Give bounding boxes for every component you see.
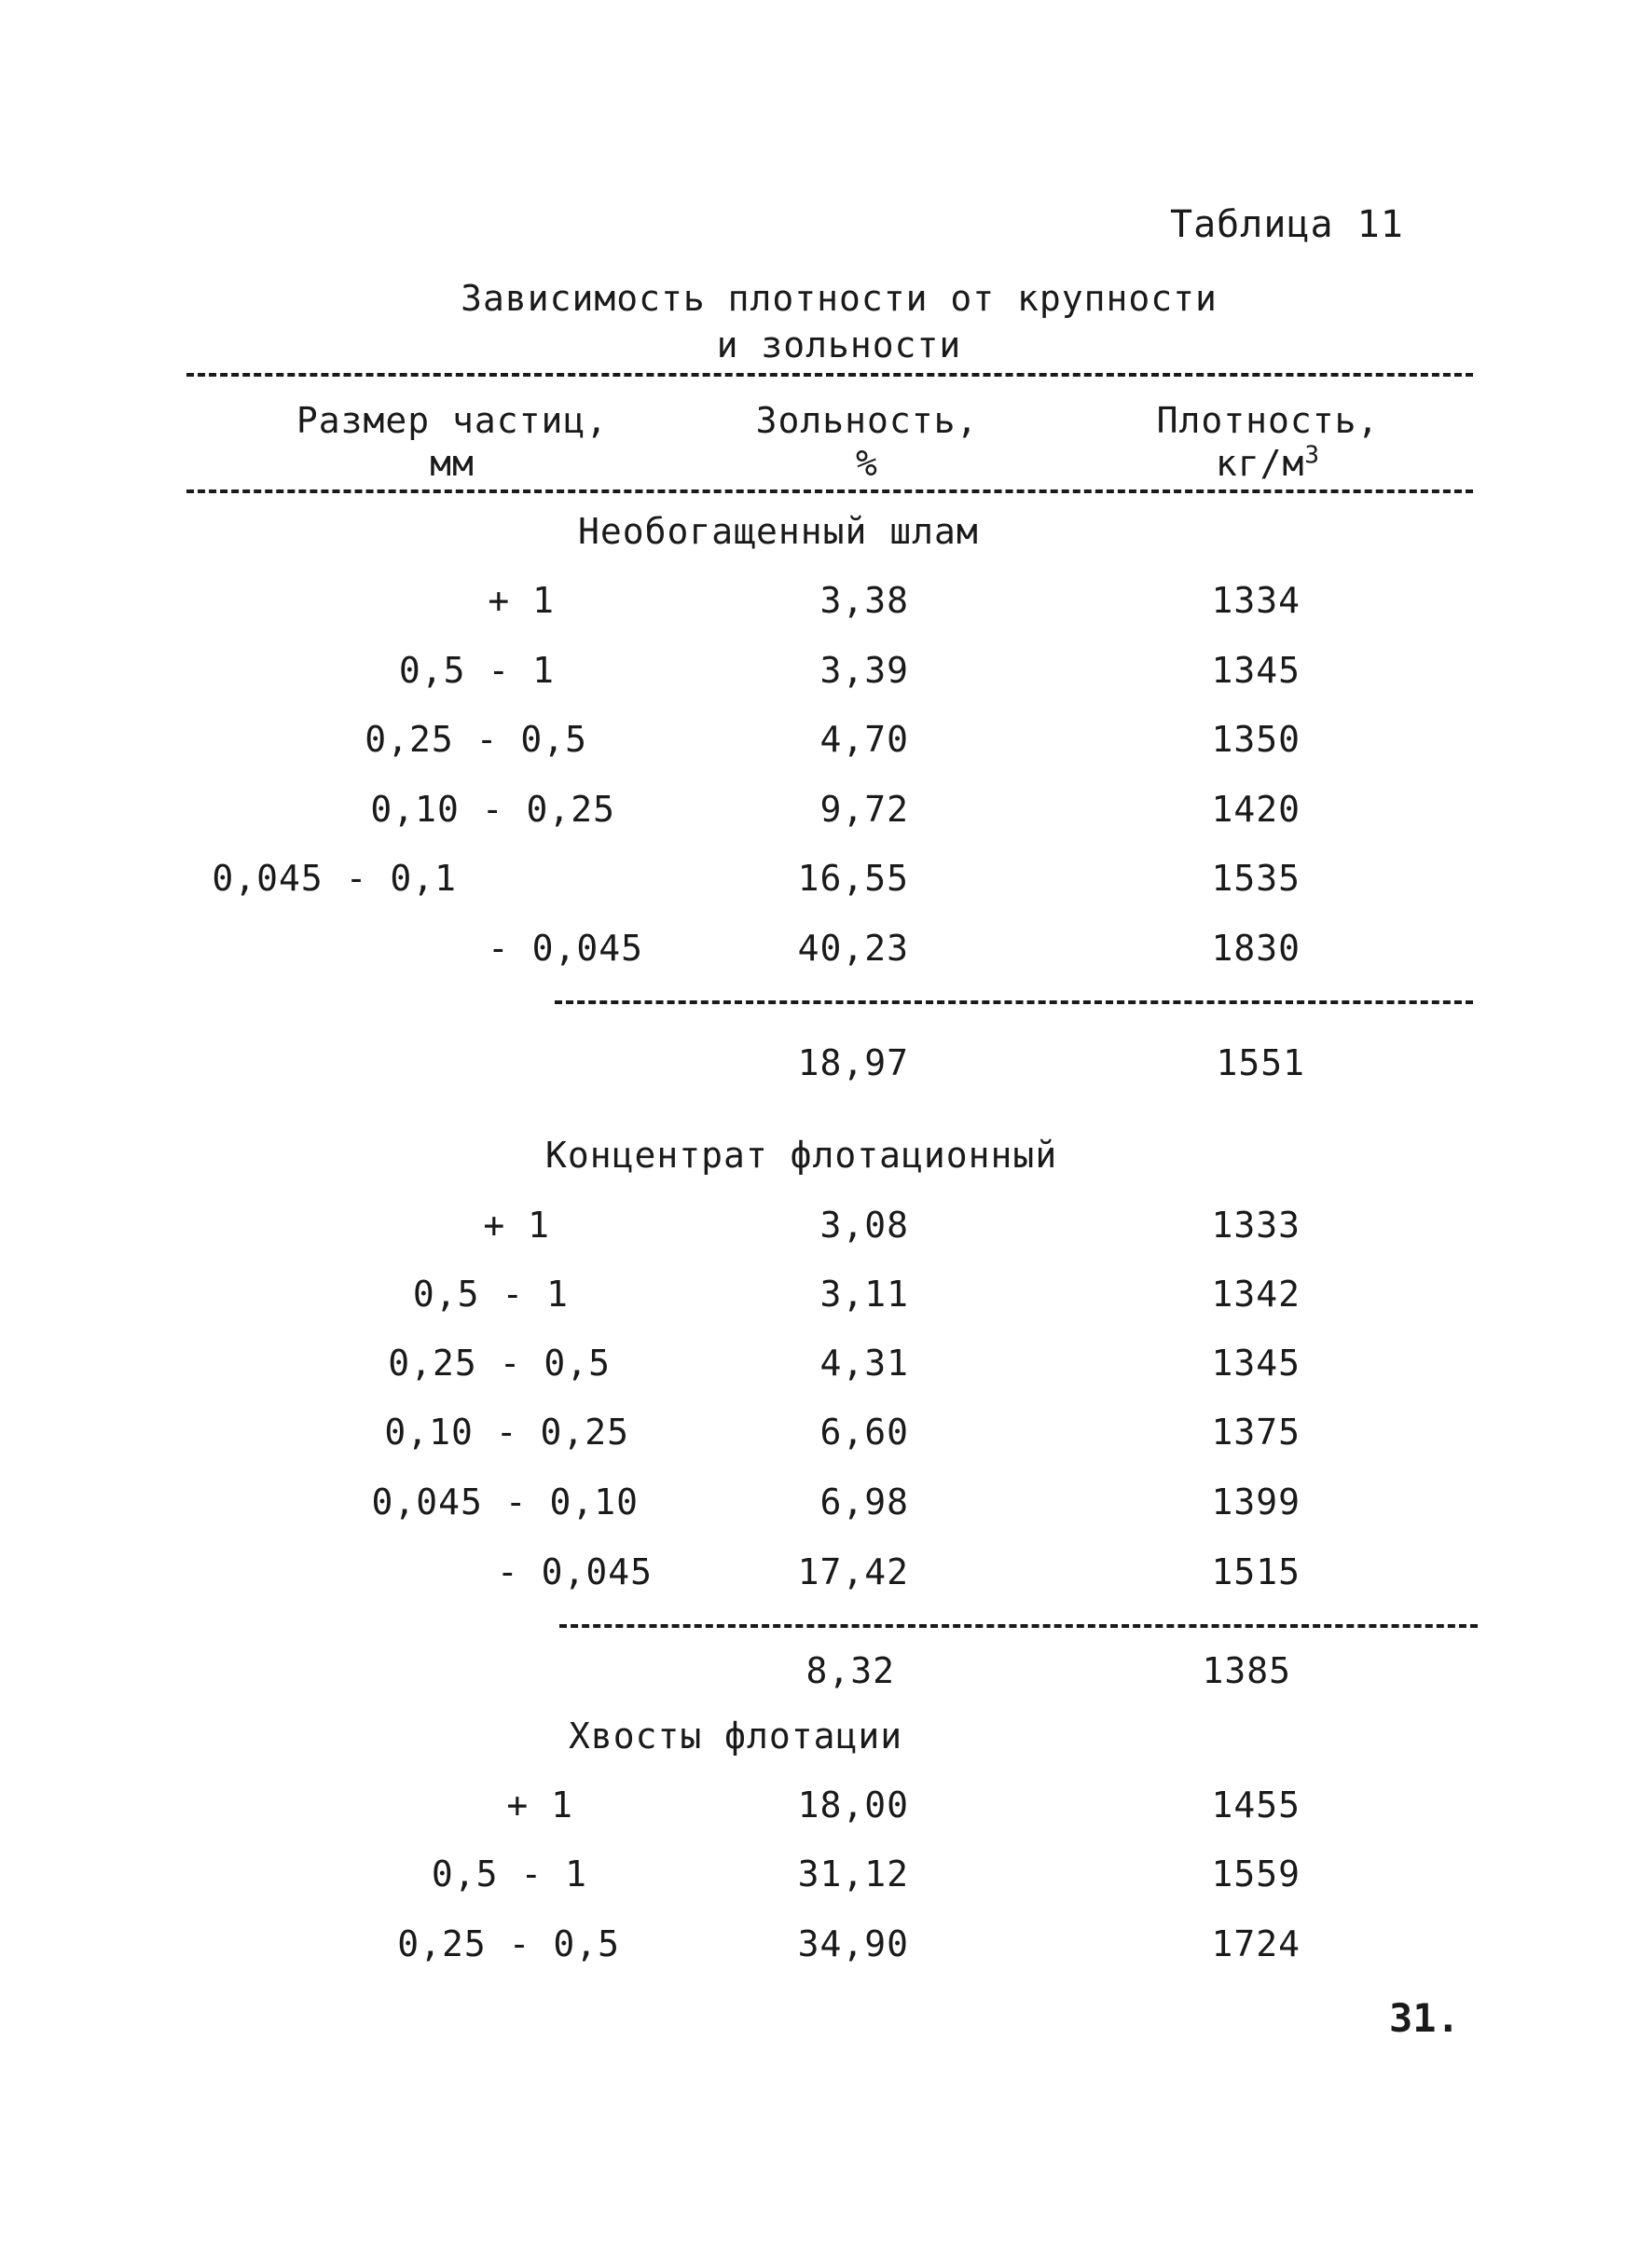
particle-size-cell: + 1 — [506, 1784, 573, 1826]
subtotal-rule — [559, 1624, 1478, 1628]
header-size-label: Размер частиц, — [296, 400, 609, 441]
header-size — [266, 399, 639, 485]
particle-size-cell: 0,5 - 1 — [412, 1274, 569, 1315]
ash-content-cell: 6,98 — [819, 1481, 909, 1523]
ash-content-cell: 4,31 — [819, 1343, 909, 1384]
density-cell: 1350 — [1211, 719, 1301, 760]
superscript-3: 3 — [1304, 441, 1321, 470]
ash-content-cell: 31,12 — [797, 1853, 909, 1895]
header-ash — [755, 399, 979, 485]
particle-size-cell: 0,10 - 0,25 — [384, 1412, 629, 1453]
density-cell: 1455 — [1211, 1784, 1301, 1826]
ash-content-cell: 18,00 — [797, 1784, 909, 1826]
ash-content-cell: 17,42 — [797, 1551, 909, 1592]
section-heading: Хвосты флотации — [569, 1716, 903, 1757]
page-number: 31. — [1389, 1995, 1460, 2041]
header-top-rule — [186, 373, 1473, 377]
header-ash-unit: % — [856, 443, 878, 484]
ash-content-cell: 3,38 — [819, 580, 909, 621]
ash-content-cell: 34,90 — [797, 1923, 909, 1964]
density-cell: 1345 — [1211, 650, 1301, 691]
particle-size-cell: 0,25 - 0,5 — [388, 1343, 611, 1384]
particle-size-cell: 0,045 - 0,1 — [212, 858, 457, 899]
table-title: Зависимость плотности от крупности — [461, 278, 1218, 319]
header-density — [1147, 399, 1389, 485]
total-ash-cell: 18,97 — [797, 1042, 909, 1083]
table-caption: Таблица 11 — [1170, 203, 1404, 246]
table-title-line2: и зольности — [716, 324, 962, 365]
density-cell: 1515 — [1211, 1551, 1301, 1592]
section-heading: Необогащенный шлам — [578, 511, 979, 552]
header-size-unit: мм — [430, 443, 475, 484]
density-cell: 1345 — [1211, 1343, 1301, 1384]
density-cell: 1334 — [1211, 580, 1301, 621]
particle-size-cell: 0,5 - 1 — [431, 1853, 587, 1895]
density-cell: 1724 — [1211, 1923, 1301, 1964]
particle-size-cell: 0,045 - 0,10 — [371, 1481, 639, 1523]
particle-size-cell: 0,25 - 0,5 — [397, 1923, 620, 1964]
particle-size-cell: 0,5 - 1 — [398, 650, 555, 691]
header-density-unit: $кг/м^3$ — [1215, 441, 1321, 484]
particle-size-cell: 0,10 - 0,25 — [370, 789, 615, 830]
ash-content-cell: 9,72 — [819, 789, 909, 830]
ash-content-cell: 4,70 — [819, 719, 909, 760]
total-density-cell: 1551 — [1216, 1042, 1305, 1083]
particle-size-cell: 0,25 - 0,5 — [365, 719, 587, 760]
header-bottom-rule — [186, 489, 1473, 493]
header-density-label: Плотность, — [1156, 400, 1380, 441]
density-cell: 1333 — [1211, 1205, 1301, 1246]
subtotal-rule — [555, 1000, 1473, 1004]
density-cell: 1420 — [1211, 789, 1301, 830]
ash-content-cell: 3,08 — [819, 1205, 909, 1246]
density-cell: 1399 — [1211, 1481, 1301, 1523]
ash-content-cell: 40,23 — [797, 928, 909, 969]
total-ash-cell: 8,32 — [805, 1650, 895, 1691]
ash-content-cell: 3,39 — [819, 650, 909, 691]
particle-size-cell: - 0,045 — [487, 928, 643, 969]
density-cell: 1535 — [1211, 858, 1301, 899]
density-cell: 1375 — [1211, 1412, 1301, 1453]
total-density-cell: 1385 — [1202, 1650, 1291, 1691]
particle-size-cell: + 1 — [483, 1205, 550, 1246]
header-ash-label: Зольность, — [755, 400, 979, 441]
particle-size-cell: - 0,045 — [496, 1551, 653, 1592]
ash-content-cell: 3,11 — [819, 1274, 909, 1315]
density-cell: 1559 — [1211, 1853, 1301, 1895]
density-cell: 1830 — [1211, 928, 1301, 969]
section-heading: Концентрат флотационный — [545, 1135, 1058, 1176]
density-cell: 1342 — [1211, 1274, 1301, 1315]
particle-size-cell: + 1 — [488, 580, 555, 621]
ash-content-cell: 16,55 — [797, 858, 909, 899]
ash-content-cell: 6,60 — [819, 1412, 909, 1453]
